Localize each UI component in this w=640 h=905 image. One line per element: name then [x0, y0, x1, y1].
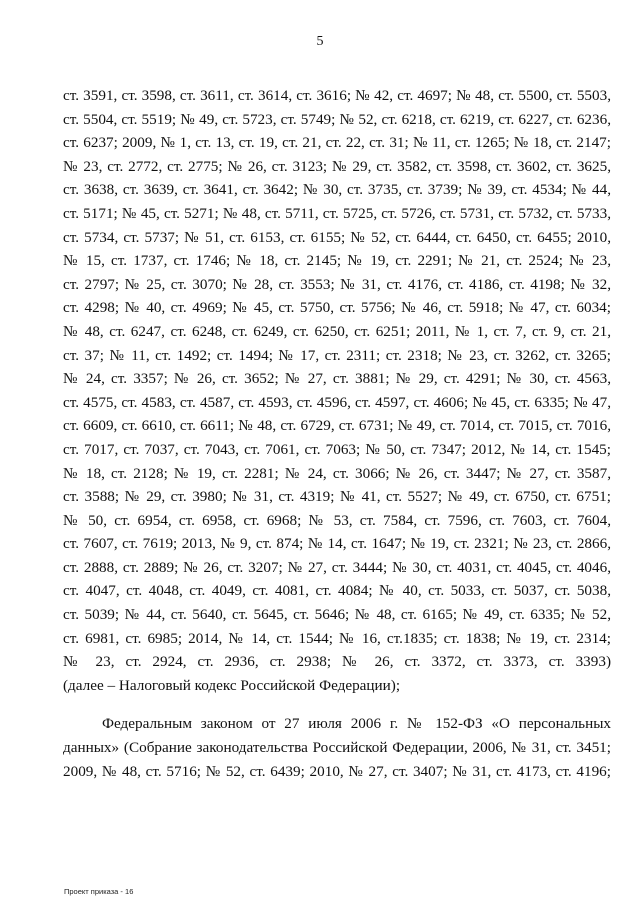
paragraph-gap	[63, 697, 611, 712]
text-line: ст. 5504, ст. 5519; № 49, ст. 5723, ст. 5749; № 52, ст. 6218, ст. 6219, ст. 6227, ст. 6236,	[63, 110, 611, 128]
text-line: ст. 2797; № 25, ст. 3070; № 28, ст. 3553; № 31, ст. 4176, ст. 4186, ст. 4198; № 32,	[63, 275, 611, 293]
page-number: 5	[316, 34, 324, 49]
paragraph-personal-data-law	[63, 712, 611, 783]
text-line: ст. 5734, ст. 5737; № 51, ст. 6153, ст. 6155; № 52, ст. 6444, ст. 6450, ст. 6455; 2010,	[63, 228, 611, 246]
text-line: ст. 7017, ст. 7037, ст. 7043, ст. 7061, ст. 7063; № 50, ст. 7347; 2012, № 14, ст. 1545;	[63, 440, 611, 458]
text-line: № 15, ст. 1737, ст. 1746; № 18, ст. 2145; № 19, ст. 2291; № 21, ст. 2524; № 23,	[63, 252, 611, 270]
text-line: № 24, ст. 3357; № 26, ст. 3652; № 27, ст. 3881; № 29, ст. 4291; № 30, ст. 4563,	[63, 370, 611, 388]
text-line: № 23, ст. 2924, ст. 2936, ст. 2938; № 26, ст. 3372, ст. 3373, ст. 3393)	[63, 653, 611, 671]
text-line: ст. 7607, ст. 7619; 2013, № 9, ст. 874; № 14, ст. 1647; № 19, ст. 2321; № 23, ст. 2866,	[63, 535, 611, 553]
text-line: ст. 6609, ст. 6610, ст. 6611; № 48, ст. 6729, ст. 6731; № 49, ст. 7014, ст. 7015, ст. 7016,	[63, 417, 611, 435]
footer-draft-label: Проект приказа - 16	[64, 887, 134, 896]
text-line: ст. 3588; № 29, ст. 3980; № 31, ст. 4319; № 41, ст. 5527; № 49, ст. 6750, ст. 6751;	[63, 488, 611, 506]
text-line: № 50, ст. 6954, ст. 6958, ст. 6968; № 53, ст. 7584, ст. 7596, ст. 7603, ст. 7604,	[63, 511, 611, 529]
text-line: 2009, № 48, ст. 5716; № 52, ст. 6439; 2010, № 27, ст. 3407; № 31, ст. 4173, ст. 4196;	[63, 762, 611, 780]
text-line: (далее – Налоговый кодекс Российской Федерации);	[63, 676, 401, 694]
text-line: ст. 4575, ст. 4583, ст. 4587, ст. 4593, ст. 4596, ст. 4597, ст. 4606; № 45, ст. 6335; № 47,	[63, 393, 611, 411]
text-line: ст. 37; № 11, ст. 1492; ст. 1494; № 17, ст. 2311; ст. 2318; № 23, ст. 3262, ст. 3265;	[63, 346, 611, 364]
text-line: ст. 5039; № 44, ст. 5640, ст. 5645, ст. 5646; № 48, ст. 6165; № 49, ст. 6335; № 52,	[63, 606, 611, 624]
text-line: ст. 4047, ст. 4048, ст. 4049, ст. 4081, ст. 4084; № 40, ст. 5033, ст. 5037, ст. 5038,	[63, 582, 611, 600]
text-line: Федеральным законом от 27 июля 2006 г. № 152-ФЗ «О персональных	[102, 715, 611, 733]
text-line: № 23, ст. 2772, ст. 2775; № 26, ст. 3123; № 29, ст. 3582, ст. 3598, ст. 3602, ст. 3625,	[63, 157, 611, 175]
text-line: ст. 2888, ст. 2889; № 26, ст. 3207; № 27, ст. 3444; № 30, ст. 4031, ст. 4045, ст. 4046,	[63, 558, 611, 576]
document-body	[63, 84, 611, 783]
text-line: ст. 3638, ст. 3639, ст. 3641, ст. 3642; № 30, ст. 3735, ст. 3739; № 39, ст. 4534; № 44,	[63, 181, 611, 199]
text-line: № 18, ст. 2128; № 19, ст. 2281; № 24, ст. 3066; № 26, ст. 3447; № 27, ст. 3587,	[63, 464, 611, 482]
text-line: № 48, ст. 6247, ст. 6248, ст. 6249, ст. 6250, ст. 6251; 2011, № 1, ст. 7, ст. 9, ст. 21,	[63, 322, 611, 340]
text-line: ст. 4298; № 40, ст. 4969; № 45, ст. 5750, ст. 5756; № 46, ст. 5918; № 47, ст. 6034;	[63, 299, 611, 317]
text-line: ст. 6237; 2009, № 1, ст. 13, ст. 19, ст. 21, ст. 22, ст. 31; № 11, ст. 1265; № 18, ст. 2147;	[63, 134, 611, 152]
text-line: данных» (Собрание законодательства Российской Федерации, 2006, № 31, ст. 3451;	[63, 739, 611, 757]
text-line: ст. 3591, ст. 3598, ст. 3611, ст. 3614, ст. 3616; № 42, ст. 4697; № 48, ст. 5500, ст. 5503,	[63, 87, 611, 104]
text-line: ст. 5171; № 45, ст. 5271; № 48, ст. 5711, ст. 5725, ст. 5726, ст. 5731, ст. 5732, ст. 5733,	[63, 204, 611, 222]
text-line: ст. 6981, ст. 6985; 2014, № 14, ст. 1544; № 16, ст.1835; ст. 1838; № 19, ст. 2314;	[63, 629, 611, 647]
paragraph-legal-references	[63, 84, 611, 697]
